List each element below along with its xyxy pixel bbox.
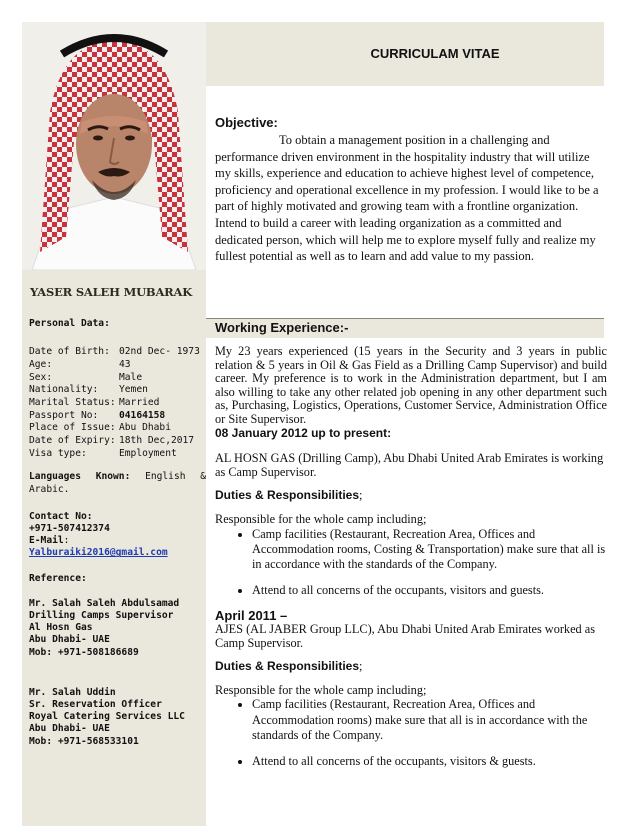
personal-data-heading: Personal Data: [29, 318, 110, 329]
job-2-bullets [215, 697, 607, 768]
profile-photo [22, 22, 206, 270]
field-label: Place of Issue: [29, 422, 116, 434]
email-label: E-Mail [29, 535, 64, 547]
reference-name: Mr. Salah Uddin [29, 686, 116, 698]
reference-company: Royal Catering Services LLC [29, 711, 185, 723]
field-label: Date of Birth: [29, 346, 110, 358]
reference-title: Sr. Reservation Officer [29, 699, 162, 711]
field-label: Visa type: [29, 447, 87, 459]
candidate-name: YASER SALEH MUBARAK [30, 285, 193, 299]
field-label: Age: [29, 358, 53, 370]
job-2-duties: Duties & Responsibilities; [215, 659, 363, 674]
languages-value: English & Arabic. [29, 471, 206, 495]
field-label: Passport No: [29, 409, 99, 421]
personal-field-row [23, 435, 206, 448]
field-value: Abu Dhabi [119, 422, 171, 434]
portrait-illustration [22, 22, 206, 270]
reference-1 [23, 598, 206, 659]
contact-phone: +971-507412374 [29, 523, 110, 534]
objective-heading: Objective: [215, 115, 278, 130]
personal-field-row [23, 410, 206, 423]
personal-field-row [23, 372, 206, 385]
field-label: Marital Status: [29, 396, 116, 408]
list-item: • Camp facilities (Restaurant, Recreation Area, Offices and Accommodation rooms, Costing & Transportation) make sure that all is in accordance with the standards of the Company. [252, 527, 607, 573]
languages [23, 471, 206, 495]
page-title: CURRICULAM VITAE [370, 46, 500, 61]
experience-heading: Working Experience:- [215, 320, 349, 335]
personal-data-panel [23, 308, 206, 748]
field-label: Sex: [29, 371, 53, 383]
reference-company: Al Hosn Gas [29, 622, 93, 634]
job-1-description: AL HOSN GAS (Drilling Camp), Abu Dhabi United Arab Emirates is working as Camp Supervisor. [215, 451, 604, 479]
personal-fields [23, 346, 206, 460]
email-line: E-Mail: [29, 535, 70, 547]
personal-field-row [23, 384, 206, 397]
personal-field-row [23, 359, 206, 372]
job-2-period: April 2011 – [215, 608, 288, 624]
job-1-duties: Duties & Responsibilities; [215, 488, 363, 503]
reference-mobile: Mob: +971-568533101 [29, 735, 139, 747]
experience-section [215, 345, 607, 768]
list-item: • Camp facilities (Restaurant, Recreation Area, Offices and Accommodation rooms) make sure that all is in accordance with the standards of the Company. [252, 697, 607, 743]
field-value: 04164158 [119, 409, 166, 421]
personal-field-row [23, 422, 206, 435]
personal-field-row [23, 397, 206, 410]
job-2-description: AJES (AL JABER Group LLC), Abu Dhabi United Arab Emirates worked as Camp Supervisor. [215, 621, 596, 650]
objective-text: To obtain a management position in a challenging and performance driven environment in the hospitality industry that will utilize my skills, experience and education to achieve highest level of competence, proficiency and operational excellence in my profession. I would like to be a part of highly motivated and growing team with a frontline organization. Intend to build a career with leading organization as a committed and dedicated person, which will help me to explore myself fully and realize my fullest potential as well as to learn and add value to my passion. [215, 133, 599, 264]
reference-title: Drilling Camps Supervisor [29, 610, 174, 622]
reference-heading: Reference: [29, 572, 87, 584]
list-item: • Attend to all concerns of the occupants, visitors and guests. [252, 584, 607, 598]
field-value: 02nd Dec- 1973 [119, 346, 200, 358]
field-value: Yemen [119, 384, 148, 396]
duties-label: Duties & Responsibilities [215, 659, 360, 674]
email-link[interactable]: Yalburaiki2016@gmail.com [29, 547, 168, 559]
job-1-bullets [215, 527, 607, 598]
email-line-value [23, 547, 206, 559]
job-2-intro: Responsible for the whole camp including; [215, 682, 427, 697]
field-value: Employment [119, 447, 177, 459]
reference-location: Abu Dhabi- UAE [29, 723, 110, 735]
field-value: 18th Dec,2017 [119, 435, 195, 447]
field-value: Male [119, 371, 143, 383]
list-item: • Attend to all concerns of the occupants, visitors & guests. [252, 755, 607, 769]
field-label: Date of Expiry: [29, 435, 116, 447]
reference-2 [23, 687, 206, 748]
job-1-period: 08 January 2012 up to present: [215, 425, 392, 440]
reference-location: Abu Dhabi- UAE [29, 634, 110, 646]
personal-field-row [23, 448, 206, 461]
field-value: 43 [119, 358, 131, 370]
contact-heading: Contact No: [29, 510, 93, 522]
duties-label: Duties & Responsibilities [215, 488, 360, 503]
personal-field-row [23, 346, 206, 359]
job-1-intro: Responsible for the whole camp including; [215, 511, 427, 526]
field-label: Nationality: [29, 384, 99, 396]
reference-mobile: Mob: +971-508186689 [29, 646, 139, 658]
field-value: Married [119, 396, 160, 408]
languages-label: Languages Known: [29, 471, 131, 483]
experience-summary: My 23 years experienced (15 years in the Security and 3 years in public relation & 5 years in Oil & Gas Field as a Drilling Camp Supervisor) and build career. My preference is to work in the Administration department, but I am also willing to take any other related job opening in any other department such as, Purchasing, Logistics, Operations, Customer Service, Administration Office or Site Supervisor. [215, 344, 607, 426]
reference-name: Mr. Salah Saleh Abdulsamad [29, 597, 180, 609]
